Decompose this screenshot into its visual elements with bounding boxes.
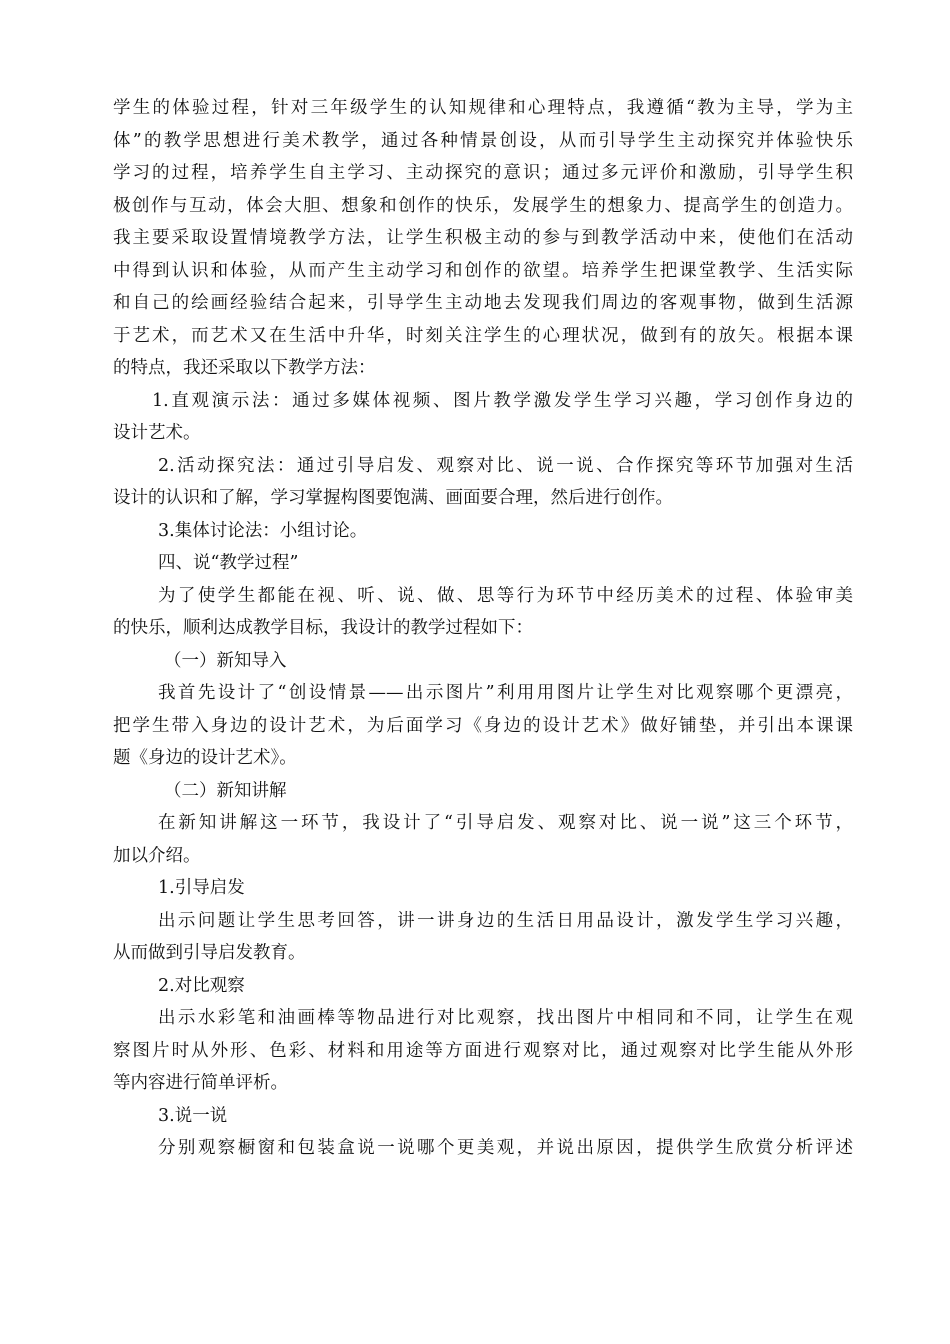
text-line: 的特点，我还采取以下教学方法： [113, 358, 376, 378]
subsection-heading: （一）新知导入 [164, 650, 287, 671]
text-line: 的快乐，顺利达成教学目标，我设计的教学过程如下： [113, 618, 533, 638]
text-line: 加以介绍。 [113, 845, 201, 866]
text-line: 分别观察橱窗和包装盒说一说哪个更美观，并说出原因，提供学生欣赏分析评述 [158, 1138, 853, 1158]
text-line: 出示问题让学生思考回答，讲一讲身边的生活日用品设计，激发学生学习兴趣， [158, 910, 853, 931]
text-line: 察图片时从外形、色彩、材料和用途等方面进行观察对比，通过观察对比学生能从外形 [113, 1040, 853, 1061]
text-line: 把学生带入身边的设计艺术，为后面学习《身边的设计艺术》做好铺垫，并引出本课课 [113, 715, 853, 736]
text-line: 和自己的绘画经验结合起来，引导学生主动地去发现我们周边的客观事物，做到生活源 [113, 293, 853, 313]
text-line: 等内容进行简单评析。 [113, 1073, 288, 1093]
text-line: 于艺术，而艺术又在生活中升华，时刻关注学生的心理状况，做到有的放矢。根据本课 [113, 325, 853, 346]
list-item-line: 2.活动探究法：通过引导启发、观察对比、说一说、合作探究等环节加强对生活 [158, 455, 853, 476]
text-line: 设计的认识和了解，学习掌握构图要饱满、画面要合理，然后进行创作。 [113, 488, 673, 508]
text-line: 题《身边的设计艺术》。 [113, 748, 297, 768]
text-line: 体”的教学思想进行美术教学，通过各种情景创设，从而引导学生主动探究并体验快乐 [113, 130, 853, 151]
step-heading: 2.对比观察 [158, 975, 245, 996]
text-line: 设计艺术。 [113, 423, 201, 443]
text-line: 出示水彩笔和油画棒等物品进行对比观察，找出图片中相同和不同，让学生在观 [158, 1008, 853, 1028]
text-line: 从而做到引导启发教育。 [113, 943, 306, 963]
list-item-line: 3.集体讨论法：小组讨论。 [158, 520, 368, 541]
list-item-line: 1.直观演示法：通过多媒体视频、图片教学激发学生学习兴趣，学习创作身边的 [152, 390, 853, 411]
section-heading: 四、说“教学过程” [158, 553, 299, 573]
text-line: 我主要采取设置情境教学方法，让学生积极主动的参与到教学活动中来，使他们在活动 [113, 228, 853, 248]
text-line: 在新知讲解这一环节，我设计了“引导启发、观察对比、说一说”这三个环节， [158, 813, 853, 833]
text-line: 极创作与互动，体会大胆、想象和创作的快乐，发展学生的想象力、提高学生的创造力。 [113, 195, 853, 216]
subsection-heading: （二）新知讲解 [164, 780, 287, 801]
text-line: 我首先设计了“创设情景——出示图片”利用用图片让学生对比观察哪个更漂亮， [158, 683, 853, 703]
text-line: 学习的过程，培养学生自主学习、主动探究的意识；通过多元评价和激励，引导学生积 [113, 163, 853, 183]
text-line: 中得到认识和体验，从而产生主动学习和创作的欲望。培养学生把课堂教学、生活实际 [113, 260, 853, 281]
text-line: 为了使学生都能在视、听、说、做、思等行为环节中经历美术的过程、体验审美 [158, 585, 853, 606]
step-heading: 3.说一说 [158, 1105, 228, 1126]
body-text [113, 92, 853, 1165]
text-line: 学生的体验过程，针对三年级学生的认知规律和心理特点，我遵循“教为主导，学为主 [113, 98, 853, 118]
step-heading: 1.引导启发 [158, 878, 245, 898]
